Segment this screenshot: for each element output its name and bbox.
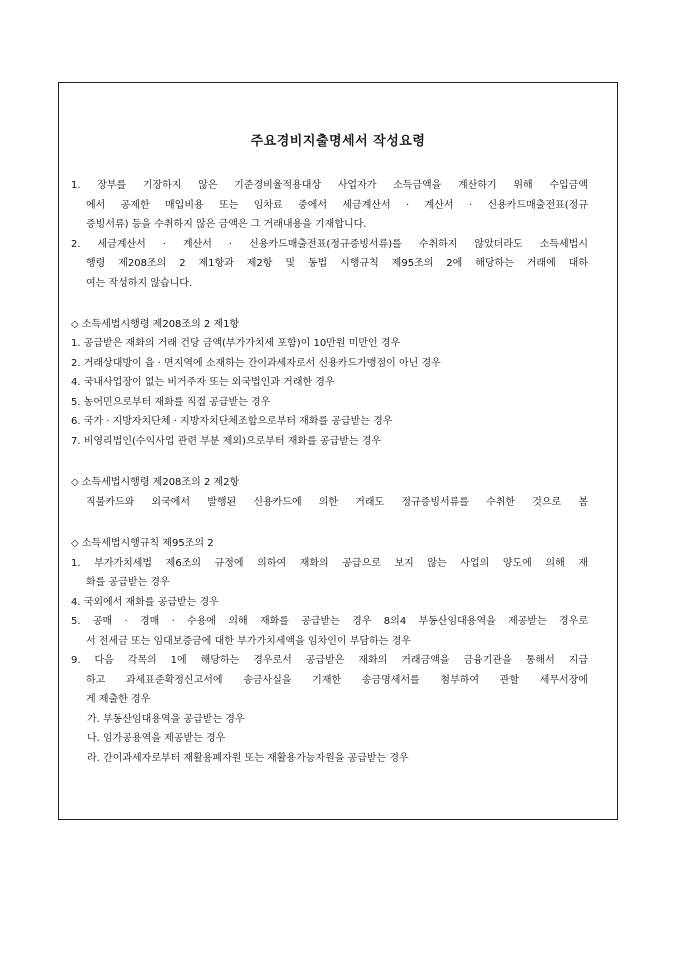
section-3-subitem: 가. 부동산임대용역을 공급받는 경우 [87,714,245,725]
section-3-item-9-line-1: 9. 다음 각목의 1에 해당하는 경우로서 공급받은 재화의 거래금액을 금융기관을 통해서 지급 [71,655,588,666]
intro-item-2-line-2: 행령 제208조의 2 제1항과 제2항 및 동법 시행규칙 제95조의 2에 해당하는 거래에 대하 [86,258,588,269]
section-3-item-5-line-2: 서 전세금 또는 임대보증금에 대한 부가가치세액을 임차인이 부담하는 경우 [86,636,411,647]
section-1-item: 4. 국내사업장이 없는 비거주자 또는 외국법인과 거래한 경우 [71,377,335,388]
document-title: 주요경비지출명세서 작성요령 [250,134,426,149]
section-1-item: 1. 공급받은 재화의 거래 건당 금액(부가가치세 포함)이 10만원 미만인 경우 [71,338,401,349]
section-1-item: 7. 비영리법인(수익사업 관련 부분 제외)으로부터 재화를 공급받는 경우 [71,436,382,447]
section-3-subitem: 라. 간이과세자로부터 재활용폐자원 또는 재활용가능자원을 공급받는 경우 [87,753,409,764]
intro-item-2-line-3: 여는 작성하지 않습니다. [86,278,193,289]
intro-item-2-line-1: 2. 세금계산서 · 계산서 · 신용카드매출전표(정규증빙서류)를 수취하지 않았더라도 소득세법시 [71,239,588,250]
section-3-item-9-line-3: 게 제출한 경우 [86,694,151,705]
section-3-item-1-line-1: 1. 부가가치세법 제6조의 규정에 의하여 재화의 공급으로 보지 않는 사업의 양도에 의해 재 [71,558,588,569]
section-3-item-1-line-2: 화를 공급받는 경우 [86,577,170,588]
section-1-item: 2. 거래상대방이 읍 · 면지역에 소재하는 간이과세자로서 신용카드가맹점이 아닌 경우 [71,358,441,369]
intro-item-1-line-1: 1. 장부를 기장하지 않은 기준경비율적용대상 사업자가 소득금액을 계산하기 위해 수입금액 [71,180,588,191]
section-3-item-5-line-1: 5. 공매 · 경매 · 수용에 의해 재화를 공급받는 경우 8의4 부동산임대용역을 제공받는 경우로 [71,616,588,627]
document-box [58,82,618,820]
intro-item-1-line-3: 증빙서류) 등을 수취하지 않은 금액은 그 거래내용을 기재합니다. [86,219,367,230]
section-1-item: 5. 농어민으로부터 재화를 직접 공급받는 경우 [71,397,271,408]
section-3-item-4: 4. 국외에서 재화를 공급받는 경우 [71,597,219,608]
section-1-heading: ◇ 소득세법시행령 제208조의 2 제1항 [71,319,240,330]
section-2-text: 직불카드와 외국에서 발행된 신용카드에 의한 거래도 정규증빙서류를 수취한 것으로 봄 [86,497,588,508]
section-3-heading: ◇ 소득세법시행규칙 제95조의 2 [71,538,214,549]
intro-item-1-line-2: 에서 공제한 매입비용 또는 임차료 중에서 세금계산서 · 계산서 · 신용카드매출전표(정규 [86,200,588,211]
section-3-item-9-line-2: 하고 과세표준확정신고서에 송금사실을 기재한 송금명세서를 첨부하여 관할 세무서장에 [86,675,588,686]
section-3-subitem: 나. 임가공용역을 제공받는 경우 [87,733,226,744]
section-2-heading: ◇ 소득세법시행령 제208조의 2 제2항 [71,477,240,488]
section-1-item: 6. 국가 · 지방자치단체 · 지방자치단체조합으로부터 재화를 공급받는 경우 [71,416,393,427]
